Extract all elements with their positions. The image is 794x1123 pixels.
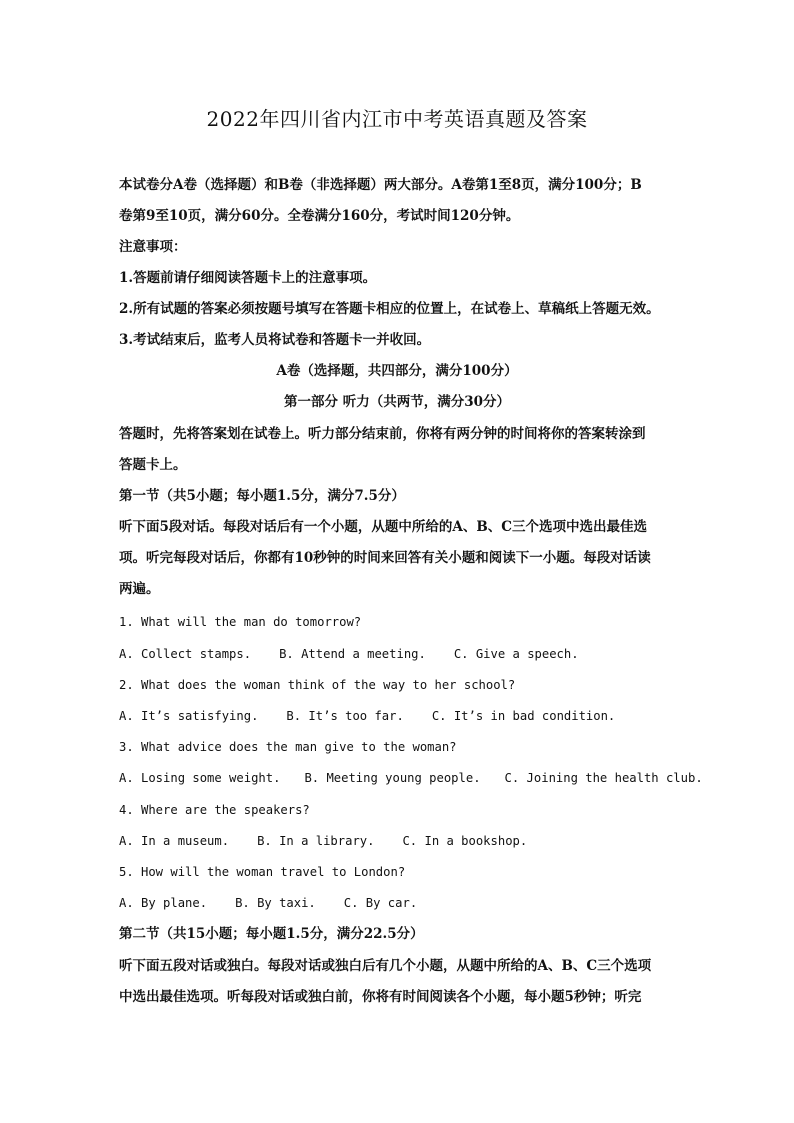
notes-heading: 注意事项：: [119, 239, 187, 255]
section1-instruction-1: 听下面5段对话。每段对话后有一个小题，从题中所给的A、B、C三个选项中选出最佳选: [119, 519, 648, 535]
option-b: B. Attend a meeting.: [279, 647, 426, 661]
intro-line-1: 本试卷分A卷（选择题）和B卷（非选择题）两大部分。A卷第1至8页，满分100分；B: [119, 177, 642, 193]
option-b: B. It’s too far.: [286, 709, 404, 723]
volume-a-heading: A卷（选择题，共四部分，满分100分）: [276, 363, 518, 379]
option-b: B. In a library.: [257, 834, 375, 848]
question-3: 3. What advice does the man give to the woman?: [119, 740, 457, 754]
option-c: C. It’s in bad condition.: [431, 709, 616, 723]
note-1: 1.答题前请仔细阅读答题卡上的注意事项。: [119, 270, 377, 286]
question-2-options: [119, 707, 679, 725]
option-c: C. In a bookshop.: [402, 834, 528, 848]
question-4: 4. Where are the speakers?: [119, 803, 310, 817]
option-a: A. It’s satisfying.: [119, 709, 259, 723]
section1-instruction-2: 项。听完每段对话后，你都有10秒钟的时间来回答有关小题和阅读下一小题。每段对话读: [119, 550, 651, 566]
option-a: A. In a museum.: [119, 834, 230, 848]
intro-line-2: 卷第9至10页，满分60分。全卷满分160分，考试时间120分钟。: [119, 208, 520, 224]
option-a: A. Collect stamps.: [119, 647, 252, 661]
section2-instruction-1: 听下面五段对话或独白。每段对话或独白后有几个小题，从题中所给的A、B、C三个选项: [119, 958, 652, 974]
section1-heading: 第一节（共5小题；每小题1.5分，满分7.5分）: [119, 488, 405, 504]
option-c: C. Give a speech.: [453, 647, 579, 661]
part1-heading: 第一部分 听力（共两节，满分30分）: [284, 394, 510, 410]
option-a: A. By plane.: [119, 896, 208, 910]
section2-instruction-2: 中选出最佳选项。听每段对话或独白前，你将有时间阅读各个小题，每小题5秒钟；听完: [119, 989, 642, 1005]
section1-instruction-3: 两遍。: [119, 581, 160, 597]
option-c: C. Joining the health club.: [504, 771, 703, 785]
question-1: 1. What will the man do tomorrow?: [119, 615, 362, 629]
section2-heading: 第二节（共15小题；每小题1.5分，满分22.5分）: [119, 926, 424, 942]
note-2: 2.所有试题的答案必须按题号填写在答题卡相应的位置上，在试卷上、草稿纸上答题无效。: [119, 301, 660, 317]
listening-instruction-1: 答题时，先将答案划在试卷上。听力部分结束前，你将有两分钟的时间将你的答案转涂到: [119, 426, 646, 442]
option-c: C. By car.: [343, 896, 418, 910]
question-1-options: [119, 645, 679, 663]
option-a: A. Losing some weight.: [119, 771, 281, 785]
question-2: 2. What does the woman think of the way to her school?: [119, 678, 516, 692]
option-b: B. Meeting young people.: [304, 771, 481, 785]
option-b: B. By taxi.: [235, 896, 316, 910]
question-3-options: [119, 769, 703, 787]
question-5-options: [119, 894, 679, 912]
listening-instruction-2: 答题卡上。: [119, 457, 187, 473]
question-5: 5. How will the woman travel to London?: [119, 865, 406, 879]
question-4-options: [119, 832, 679, 850]
document-title: 2022年四川省内江市中考英语真题及答案: [206, 107, 588, 131]
note-3: 3.考试结束后，监考人员将试卷和答题卡一并收回。: [119, 332, 431, 348]
